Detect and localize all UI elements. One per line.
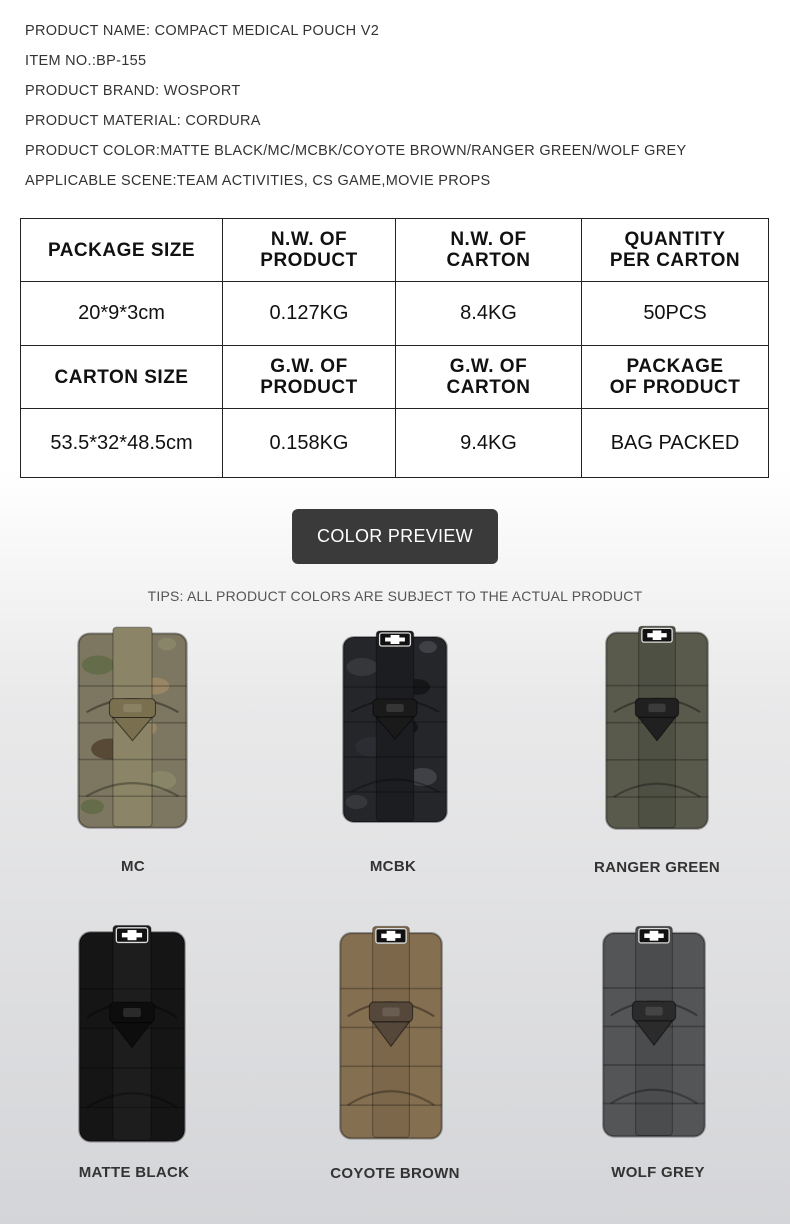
color-label-coyote-brown: COYOTE BROWN xyxy=(330,1165,460,1182)
pouch-image-coyote-brown xyxy=(337,922,445,1144)
header-carton-size: CARTON SIZE xyxy=(21,346,223,409)
spec-table xyxy=(20,218,769,478)
value-carton-size: 53.5*32*48.5cm xyxy=(21,409,223,478)
value-quantity-per-carton: 50PCS xyxy=(582,282,769,346)
header-gw-product: G.W. OF PRODUCT xyxy=(223,346,396,409)
spec-material: PRODUCT MATERIAL: CORDURA xyxy=(25,113,261,129)
header-gw-carton: G.W. OF CARTON xyxy=(396,346,582,409)
spec-color: PRODUCT COLOR:MATTE BLACK/MC/MCBK/COYOTE BROWN/RANGER GREEN/WOLF GREY xyxy=(25,143,687,159)
color-label-mc: MC xyxy=(121,858,145,875)
header-nw-product: N.W. OF PRODUCT xyxy=(223,219,396,282)
pouch-image-mcbk xyxy=(340,627,450,827)
header-package-of-product: PACKAGE OF PRODUCT xyxy=(582,346,769,409)
header-package-size: PACKAGE SIZE xyxy=(21,219,223,282)
value-gw-carton: 9.4KG xyxy=(396,409,582,478)
color-preview-label: COLOR PREVIEW xyxy=(317,526,473,546)
color-label-matte-black: MATTE BLACK xyxy=(78,1164,190,1181)
spec-item-no: ITEM NO.:BP-155 xyxy=(25,53,147,69)
pouch-image-wolf-grey xyxy=(600,922,708,1142)
pouch-image-ranger-green xyxy=(603,622,711,834)
color-preview-banner xyxy=(292,509,498,564)
value-package-of-product: BAG PACKED xyxy=(582,409,769,478)
spec-product-name: PRODUCT NAME: COMPACT MEDICAL POUCH V2 xyxy=(25,23,380,39)
value-nw-product: 0.127KG xyxy=(223,282,396,346)
pouch-image-matte-black xyxy=(76,921,188,1147)
color-label-wolf-grey: WOLF GREY xyxy=(611,1164,705,1181)
header-nw-carton: N.W. OF CARTON xyxy=(396,219,582,282)
spec-brand: PRODUCT BRAND: WOSPORT xyxy=(25,83,241,99)
pouch-image-mc xyxy=(75,623,190,833)
spec-scene: APPLICABLE SCENE:TEAM ACTIVITIES, CS GAME,MOVIE PROPS xyxy=(25,173,491,189)
value-nw-carton: 8.4KG xyxy=(396,282,582,346)
tips-text: TIPS: ALL PRODUCT COLORS ARE SUBJECT TO THE ACTUAL PRODUCT xyxy=(147,588,643,604)
color-label-ranger-green: RANGER GREEN xyxy=(593,859,721,876)
value-gw-product: 0.158KG xyxy=(223,409,396,478)
color-label-mcbk: MCBK xyxy=(369,858,417,875)
header-quantity-per-carton: QUANTITY PER CARTON xyxy=(582,219,769,282)
value-package-size: 20*9*3cm xyxy=(21,282,223,346)
